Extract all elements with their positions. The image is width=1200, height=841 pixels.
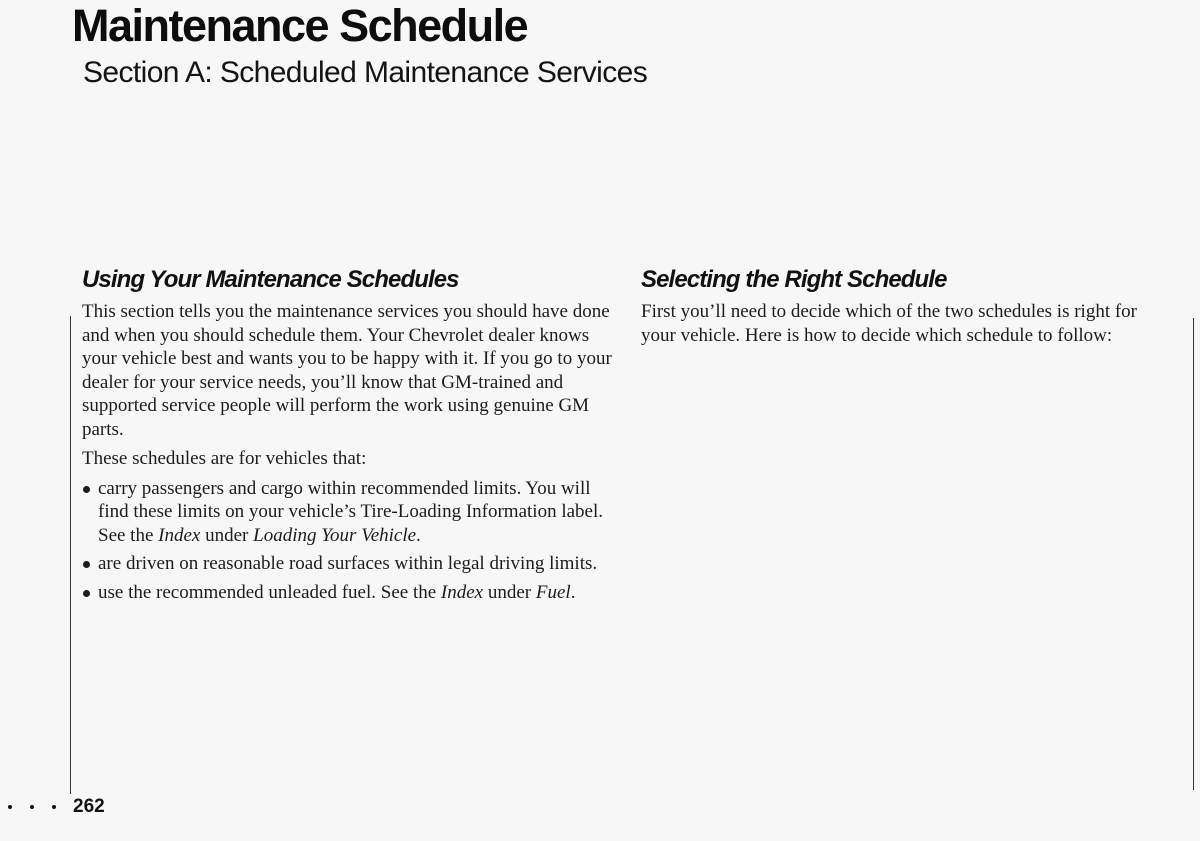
topic-reference: Loading Your Vehicle — [253, 524, 417, 546]
list-item-text: under — [200, 524, 254, 546]
list-item-text: carry passengers and cargo within recommended limits. You will find these limits on your vehicle’s Tire-Loading Information label. See the — [98, 477, 603, 546]
index-reference: Index — [158, 524, 201, 546]
bullet-icon — [83, 590, 90, 597]
section-heading-selecting-schedule: Selecting the Right Schedule — [641, 266, 947, 293]
list-item-text: use the recommended unleaded fuel. See the — [98, 581, 441, 603]
list-item-text: . — [416, 524, 421, 546]
selection-paragraph: First you’ll need to decide which of the two schedules is right for your vehicle. Here is how to decide which schedule to follow: — [641, 301, 1138, 346]
dot-icon — [30, 805, 34, 809]
dot-icon — [8, 805, 12, 809]
intro-paragraph: This section tells you the maintenance services you should have done and when you should schedule them. Your Chevrolet dealer knows your vehicle best and wants you to be happy with it. If you go to your dealer for your service needs, you’ll know that GM-trained and supported service people will perform the work using genuine GM parts. — [82, 301, 612, 440]
page-number: 262 — [73, 796, 105, 817]
list-item — [82, 552, 617, 576]
section-subtitle: Section A: Scheduled Maintenance Services — [83, 56, 648, 89]
list-item-text: . — [570, 581, 576, 603]
index-reference: Index — [440, 581, 484, 603]
vehicle-conditions-list — [82, 477, 617, 605]
page-title: Maintenance Schedule — [72, 0, 528, 51]
list-item — [82, 581, 617, 605]
bullet-icon — [83, 561, 90, 568]
section-heading-using-schedules: Using Your Maintenance Schedules — [82, 266, 459, 293]
right-column — [641, 264, 1171, 353]
topic-reference: Fuel — [535, 581, 571, 603]
right-margin-rule — [1193, 318, 1194, 790]
dot-icon — [52, 805, 56, 809]
list-item — [82, 477, 617, 548]
list-item-text: are driven on reasonable road surfaces within legal driving limits. — [98, 553, 598, 574]
left-margin-rule — [70, 316, 71, 794]
bullet-icon — [83, 486, 90, 493]
lead-in-paragraph: These schedules are for vehicles that: — [82, 448, 367, 469]
list-item-text: under — [483, 581, 536, 603]
left-column — [82, 264, 617, 609]
